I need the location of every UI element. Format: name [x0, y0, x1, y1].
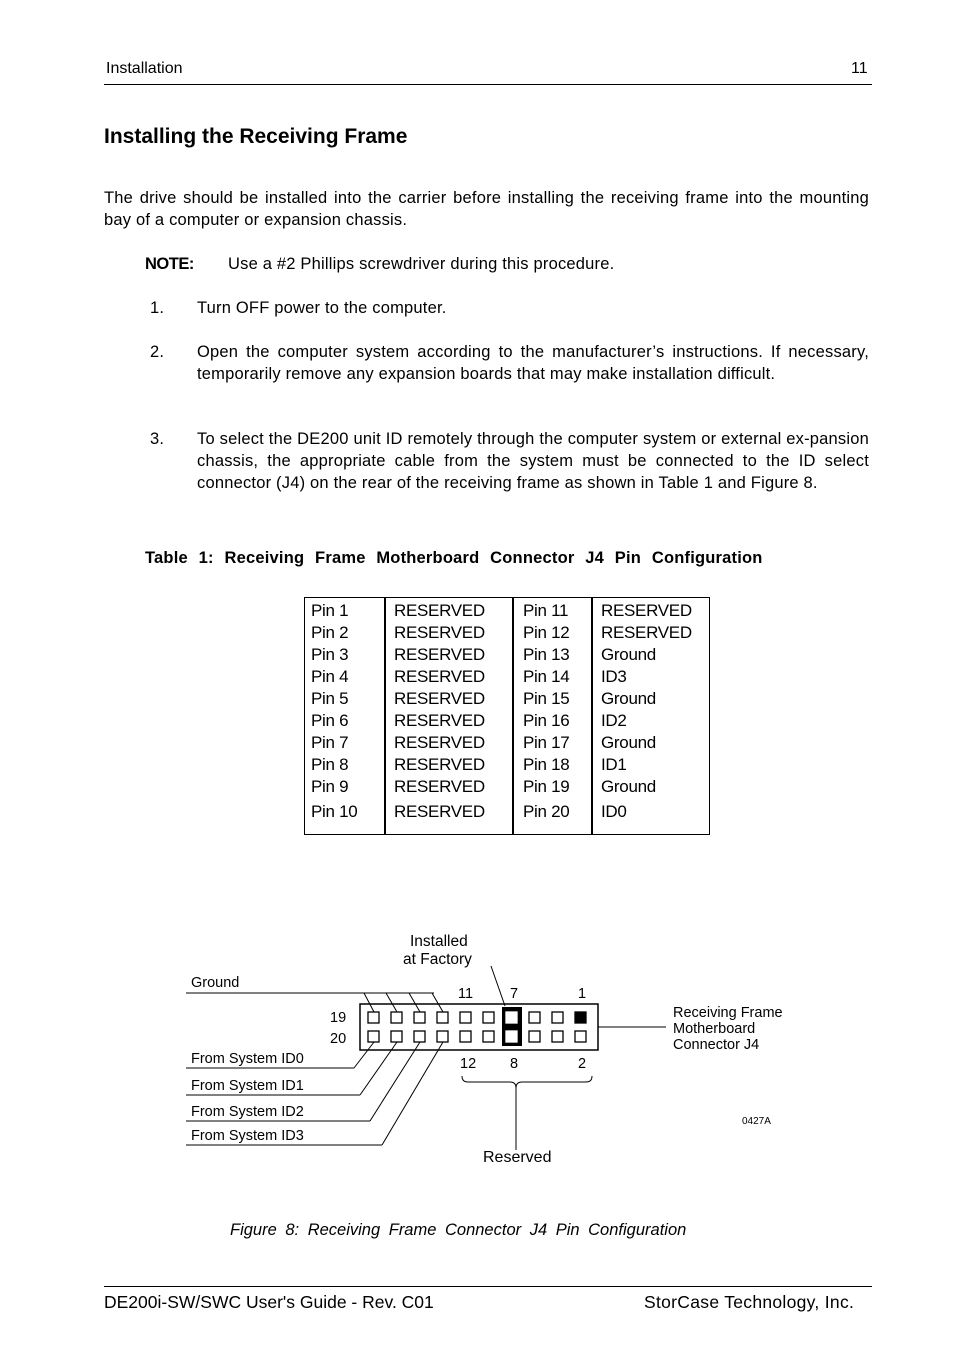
pin-number-cell: Pin 3 — [311, 645, 349, 664]
pin-function-cell: Ground — [601, 689, 656, 708]
pin-function-cell: Ground — [601, 777, 656, 796]
connector-pin — [437, 1031, 448, 1042]
pin-label: 11 — [458, 986, 474, 1002]
connector-pin — [368, 1012, 379, 1023]
pin-number-cell: Pin 10 — [311, 802, 358, 821]
connector-pin — [575, 1031, 586, 1042]
connector-label: Connector J4 — [673, 1037, 760, 1053]
footer-rule — [104, 1286, 872, 1287]
page-number: 11 — [851, 60, 868, 77]
pin-number-cell: Pin 7 — [311, 733, 349, 752]
step-text: Turn OFF power to the computer. — [197, 299, 447, 317]
intro-paragraph: The drive should be installed into the carrier before installing the receiving frame into the mounting bay of a computer or expansion chassis. — [104, 189, 869, 229]
pin-function-cell: ID2 — [601, 711, 627, 730]
pin-label: 1 — [578, 986, 587, 1002]
header-rule — [104, 84, 872, 85]
table-divider — [512, 598, 514, 834]
pin-number-cell: Pin 16 — [523, 711, 570, 730]
step-text: To select the DE200 unit ID remotely through the computer system or external ex-pansion chassis, the appropriate cable from the system must be connected to the ID select connector (J4) on the rear of the receiving frame as shown in Table 1 and Figure 8. — [197, 430, 869, 492]
connector-pin — [368, 1031, 379, 1042]
note-label: NOTE: — [145, 255, 194, 273]
step-text: Open the computer system according to the manufacturer’s instructions. If necessary, temporarily remove any expansion boards that may make installation difficult. — [197, 343, 869, 383]
pin-function-cell: RESERVED — [394, 755, 485, 774]
table-divider — [591, 598, 593, 834]
pin-number-cell: Pin 8 — [311, 755, 349, 774]
connector-pin — [460, 1031, 471, 1042]
pin-number-cell: Pin 6 — [311, 711, 349, 730]
pin-function-cell: ID3 — [601, 667, 627, 686]
connector-pin — [506, 1031, 517, 1042]
ground-tick — [386, 993, 397, 1012]
pin-number-cell: Pin 19 — [523, 777, 570, 796]
pin-function-cell: RESERVED — [394, 777, 485, 796]
step-number: 2. — [150, 343, 165, 361]
pin-function-cell: RESERVED — [394, 645, 485, 664]
pin-label: 20 — [330, 1031, 347, 1047]
pin-number-cell: Pin 20 — [523, 802, 570, 821]
pin-function-cell: RESERVED — [394, 711, 485, 730]
pin-number-cell: Pin 13 — [523, 645, 570, 664]
connector-pin — [460, 1012, 471, 1023]
id2-line — [370, 1042, 420, 1121]
pin-label: 12 — [460, 1056, 477, 1072]
pin-function-cell: RESERVED — [601, 623, 692, 642]
pin-number-cell: Pin 1 — [311, 601, 349, 620]
ground-label: Ground — [191, 975, 240, 991]
connector-pin — [391, 1012, 402, 1023]
connector-pin — [529, 1031, 540, 1042]
pin-number-cell: Pin 17 — [523, 733, 570, 752]
id0-label: From System ID0 — [191, 1051, 304, 1067]
pin-function-cell: ID0 — [601, 802, 627, 821]
pin-function-cell: RESERVED — [394, 689, 485, 708]
connector-pin — [552, 1031, 563, 1042]
table-divider — [384, 598, 386, 834]
connector-pin — [483, 1012, 494, 1023]
figure-caption: Figure 8: Receiving Frame Connector J4 Pin Configuration — [230, 1221, 687, 1239]
step-number: 3. — [150, 430, 165, 448]
ground-tick — [432, 993, 443, 1012]
pin-label: 7 — [510, 986, 519, 1002]
pin-label: 2 — [578, 1056, 587, 1072]
installed-label: Installed — [410, 933, 468, 950]
connector-label: Motherboard — [673, 1021, 756, 1037]
connector-pin — [529, 1012, 540, 1023]
id0-line — [354, 1042, 374, 1068]
footer-right: StorCase Technology, Inc. — [644, 1292, 855, 1312]
ground-tick — [364, 993, 374, 1012]
connector-pin — [391, 1031, 402, 1042]
pin-number-cell: Pin 2 — [311, 623, 349, 642]
connector-pin — [437, 1012, 448, 1023]
pin-label: 8 — [510, 1056, 519, 1072]
connector-pin — [414, 1031, 425, 1042]
id1-label: From System ID1 — [191, 1078, 304, 1094]
pin-function-cell: RESERVED — [394, 623, 485, 642]
pin-number-cell: Pin 12 — [523, 623, 570, 642]
step-number: 1. — [150, 299, 165, 317]
table-caption: Table 1: Receiving Frame Motherboard Connector J4 Pin Configuration — [145, 549, 763, 567]
pin-label: 19 — [330, 1010, 347, 1026]
pin-number-cell: Pin 18 — [523, 755, 570, 774]
pin-function-cell: RESERVED — [601, 601, 692, 620]
connector-pin — [414, 1012, 425, 1023]
connector-label: Receiving Frame — [673, 1005, 783, 1021]
pin-number-cell: Pin 5 — [311, 689, 349, 708]
connector-pin — [483, 1031, 494, 1042]
reserved-bracket — [462, 1076, 592, 1088]
pin-number-cell: Pin 4 — [311, 667, 349, 686]
note-text: Use a #2 Phillips screwdriver during this procedure. — [228, 255, 615, 273]
pin-number-cell: Pin 9 — [311, 777, 349, 796]
id2-label: From System ID2 — [191, 1104, 304, 1120]
pin-number-cell: Pin 14 — [523, 667, 570, 686]
connector-pin — [575, 1012, 586, 1023]
pin-configuration-table — [304, 597, 710, 835]
connector-diagram — [0, 900, 954, 1200]
pin-function-cell: Ground — [601, 733, 656, 752]
pin-function-cell: ID1 — [601, 755, 627, 774]
pin-number-cell: Pin 15 — [523, 689, 570, 708]
pin-function-cell: RESERVED — [394, 733, 485, 752]
id3-line — [382, 1042, 443, 1145]
pin-function-cell: RESERVED — [394, 601, 485, 620]
figure-code: 0427A — [742, 1116, 771, 1127]
reserved-label: Reserved — [483, 1149, 552, 1166]
connector-pin — [506, 1012, 517, 1023]
footer-left: DE200i-SW/SWC User's Guide - Rev. C01 — [104, 1292, 434, 1312]
pin-function-cell: Ground — [601, 645, 656, 664]
ground-tick — [409, 993, 420, 1012]
factory-label: at Factory — [403, 951, 472, 968]
pin-function-cell: RESERVED — [394, 667, 485, 686]
pin-grid — [368, 1007, 586, 1046]
pin-function-cell: RESERVED — [394, 802, 485, 821]
factory-pointer-line — [491, 966, 505, 1006]
id3-label: From System ID3 — [191, 1128, 304, 1144]
page-title: Installing the Receiving Frame — [104, 125, 408, 148]
pin-number-cell: Pin 11 — [523, 601, 569, 620]
connector-pin — [552, 1012, 563, 1023]
header-section: Installation — [106, 60, 183, 77]
